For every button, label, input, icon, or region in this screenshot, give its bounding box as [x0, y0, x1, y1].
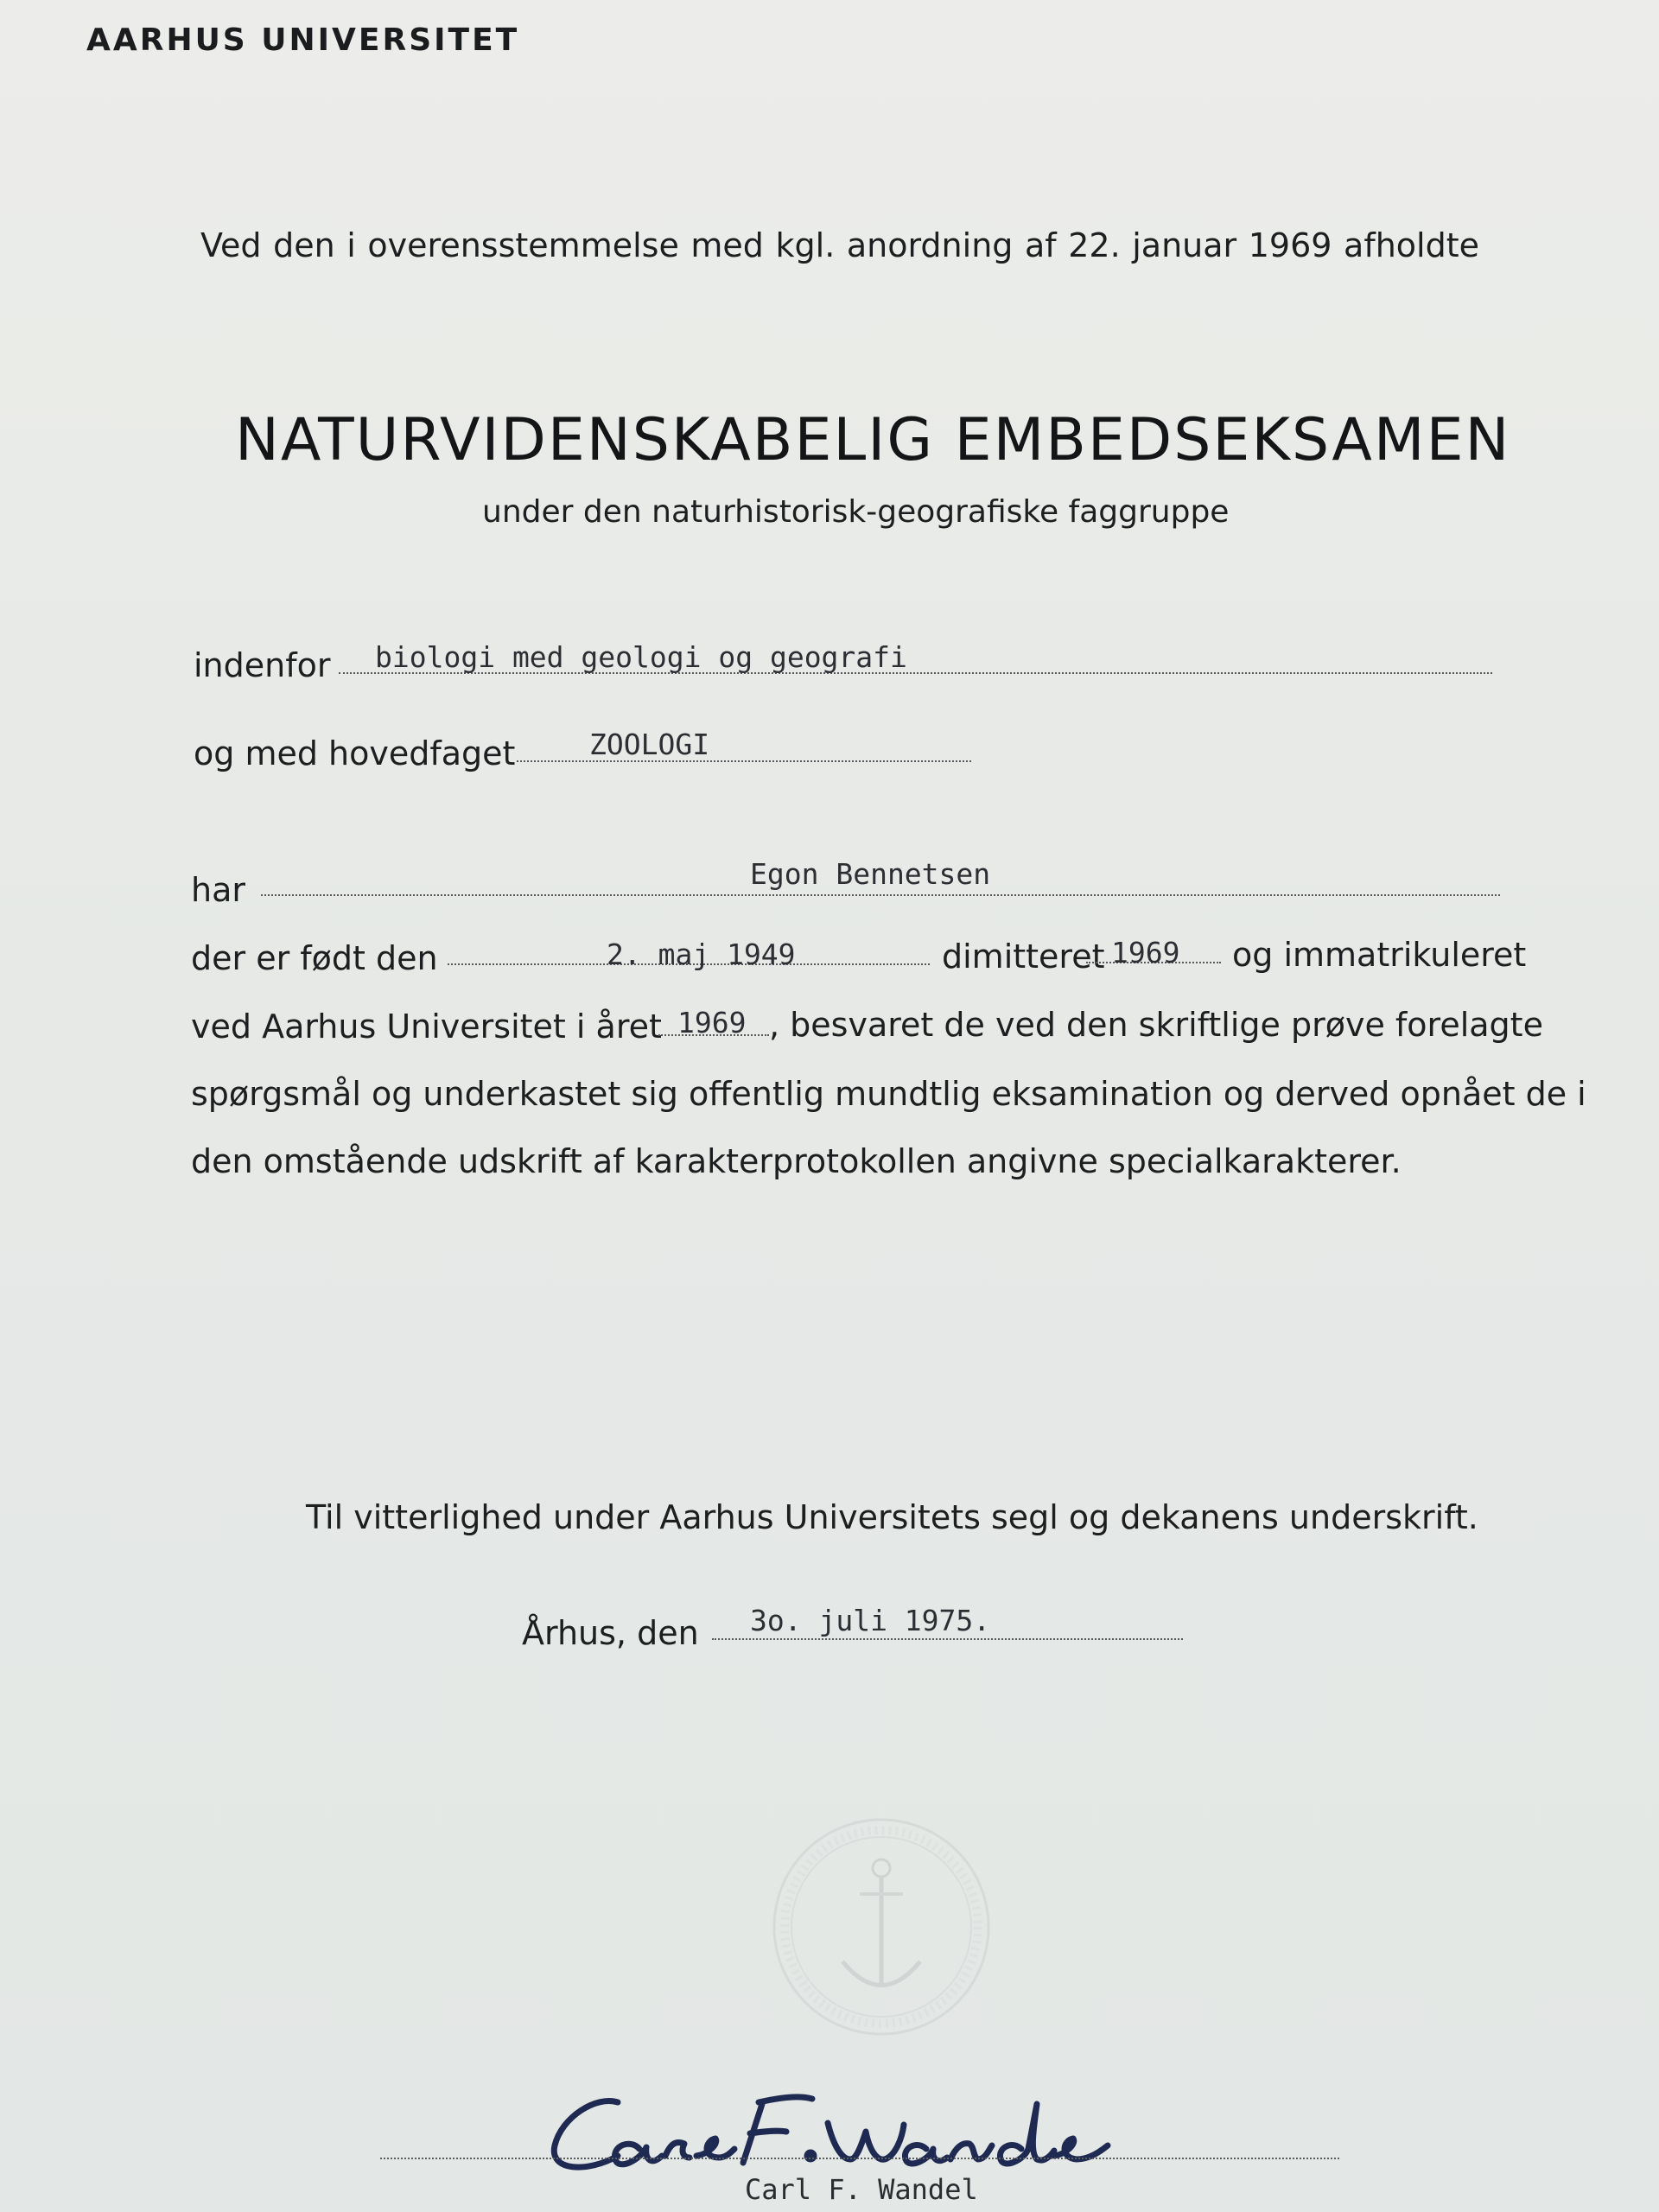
exam-title: NATURVIDENSKABELIG EMBEDSEKSAMEN	[235, 406, 1511, 474]
name-line	[261, 894, 1500, 896]
immatrikuleret-label: og immatrikuleret	[1232, 936, 1527, 974]
hovedfag-label: og med hovedfaget	[194, 734, 516, 772]
dean-signature	[536, 2069, 1141, 2190]
hovedfag-line	[517, 760, 971, 762]
exam-subtitle: under den naturhistorisk-geografiske faggruppe	[482, 494, 1230, 530]
place-label: Århus, den	[522, 1614, 699, 1652]
attestation-text: Til vitterlighed under Aarhus Universitets segl og dekanens underskrift.	[306, 1498, 1478, 1536]
born-label: der er født den	[191, 939, 438, 977]
signature-line	[380, 2158, 1339, 2159]
body-line-1: spørgsmål og underkastet sig offentlig mundtlig eksamination og derved opnået de i	[191, 1075, 1586, 1113]
date-line	[712, 1638, 1183, 1640]
hovedfag-value: ZOOLOGI	[589, 728, 710, 761]
aar-label: ved Aarhus Universitet i året	[191, 1007, 662, 1046]
issue-date: 3o. juli 1975.	[750, 1604, 991, 1637]
intro-text: Ved den i overensstemmelse med kgl. anordning af 22. januar 1969 afholdte	[200, 226, 1479, 264]
indenfor-label: indenfor	[194, 646, 331, 684]
immatrikuleret-year: 1969	[677, 1006, 747, 1039]
body-line-2: den omstående udskrift af karakterprotokollen angivne specialkarakterer.	[191, 1142, 1402, 1180]
birth-date: 2. maj 1949	[607, 938, 796, 971]
candidate-name: Egon Bennetsen	[750, 857, 991, 891]
bleed-through-text	[657, 95, 673, 128]
signer-name: Carl F. Wandel	[745, 2173, 978, 2206]
aar-rest-text: , besvaret de ved den skriftlige prøve forelagte	[769, 1006, 1543, 1044]
university-seal-emboss	[769, 1815, 994, 2039]
indenfor-value: biologi med geologi og geografi	[375, 640, 907, 674]
dimitteret-year: 1969	[1111, 936, 1180, 969]
har-label: har	[191, 871, 245, 909]
institution-header: AARHUS UNIVERSITET	[86, 22, 520, 58]
dimitteret-label: dimitteret	[942, 938, 1105, 976]
